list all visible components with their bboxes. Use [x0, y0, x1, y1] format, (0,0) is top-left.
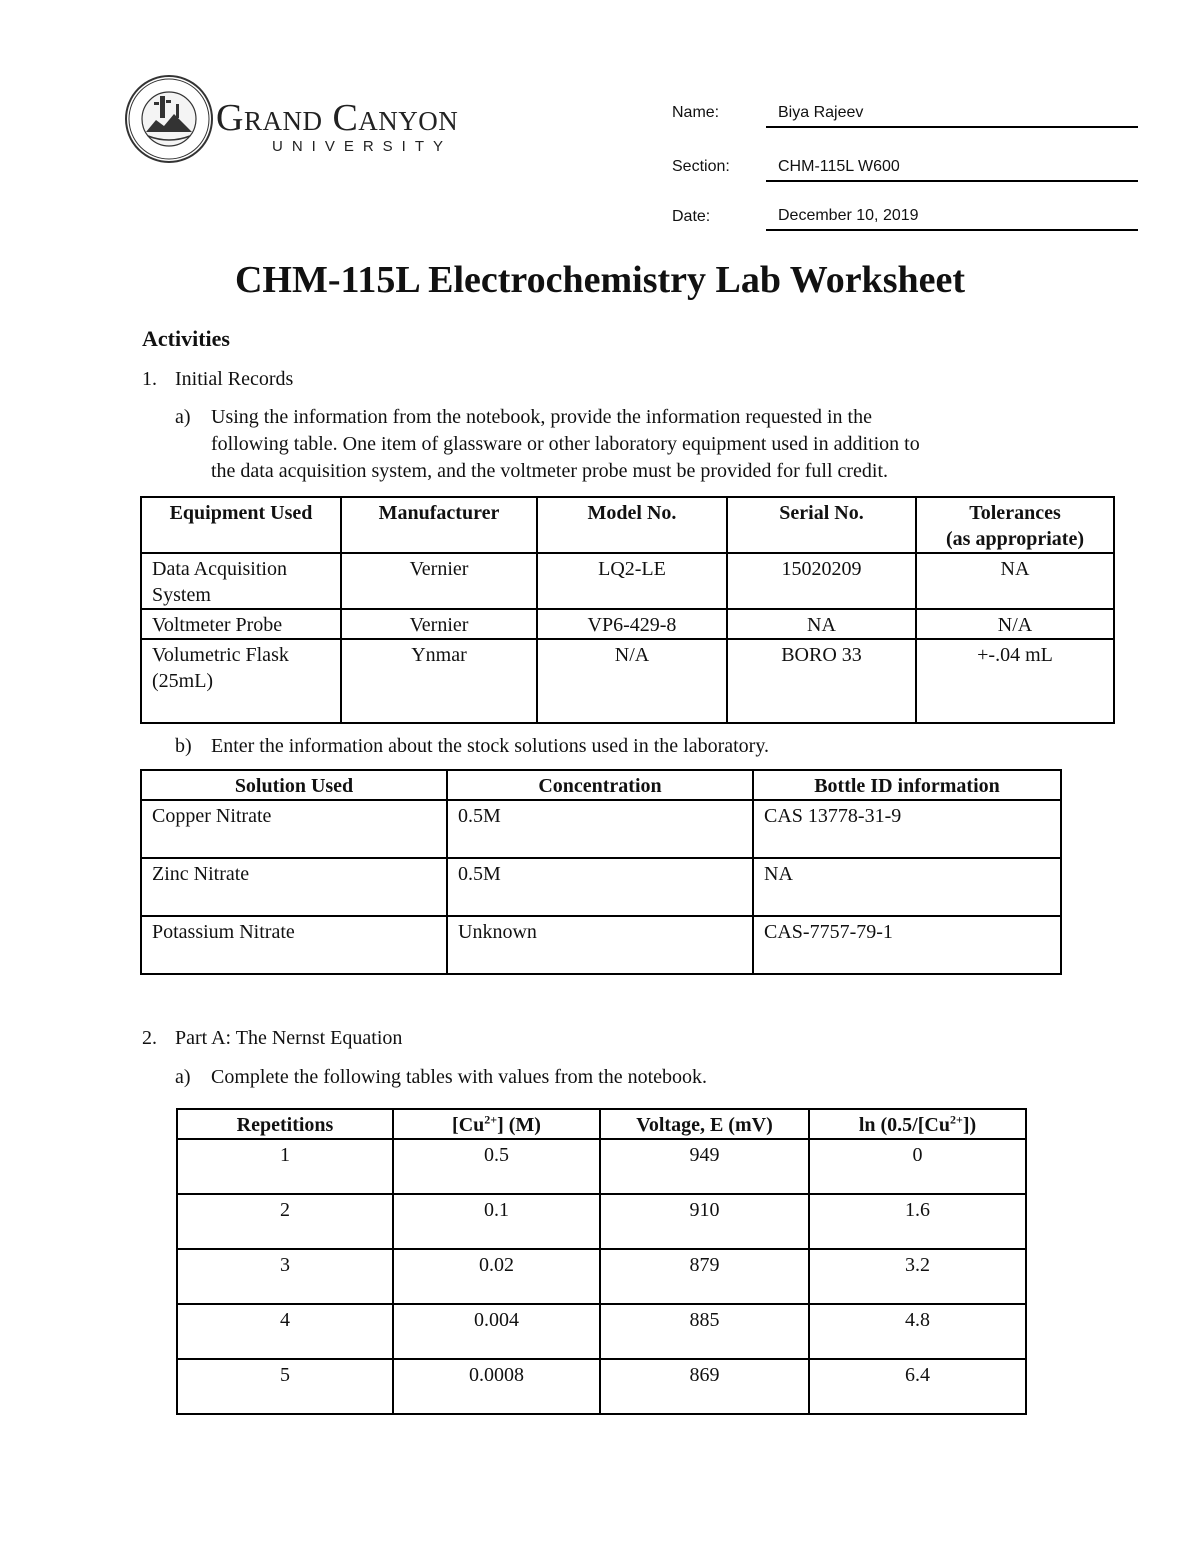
table-row — [141, 916, 1061, 974]
header-cu-concentration: $[Cu^{2+}]$ (M) — [393, 1109, 600, 1139]
header-voltage: Voltage, E (mV) — [600, 1109, 809, 1139]
table-cell: 879 — [600, 1249, 809, 1304]
table-cell: 1.6 — [809, 1194, 1026, 1249]
table-cell: Vernier — [341, 553, 537, 609]
table-cell: 885 — [600, 1304, 809, 1359]
logo-subtitle: UNIVERSITY — [272, 138, 453, 155]
header-tolerances: Tolerances (as appropriate) — [916, 497, 1114, 553]
item-1-label: Initial Records — [175, 368, 294, 390]
table-cell: 910 — [600, 1194, 809, 1249]
table-row — [177, 1304, 1026, 1359]
table-header-row — [177, 1109, 1026, 1139]
header-ln-ratio: $\ln (0.5/[Cu^{2+}])$ — [809, 1109, 1026, 1139]
table-cell: 4.8 — [809, 1304, 1026, 1359]
table-cell: 869 — [600, 1359, 809, 1414]
table-cell: Ynmar — [341, 639, 537, 723]
logo-wordmark: Grand Canyon — [216, 97, 459, 139]
table-cell: 0.1 — [393, 1194, 600, 1249]
table-cell: NA — [916, 553, 1114, 609]
table-header-row — [141, 497, 1114, 553]
item-1b-letter: b) — [175, 735, 192, 757]
table-cell: Volumetric Flask (25mL) — [141, 639, 341, 723]
table-cell: 0.02 — [393, 1249, 600, 1304]
name-field: Biya Rajeev — [766, 104, 1138, 128]
table-cell: NA — [727, 609, 916, 639]
equipment-table — [140, 496, 1115, 724]
table-cell: 3 — [177, 1249, 393, 1304]
table-cell: CAS 13778-31-9 — [753, 800, 1061, 858]
header-equipment: Equipment Used — [141, 497, 341, 553]
table-cell: LQ2-LE — [537, 553, 727, 609]
table-cell: 15020209 — [727, 553, 916, 609]
table-cell: 0 — [809, 1139, 1026, 1194]
table-cell: CAS-7757-79-1 — [753, 916, 1061, 974]
table-cell: 2 — [177, 1194, 393, 1249]
table-cell: Potassium Nitrate — [141, 916, 447, 974]
table-row — [141, 553, 1114, 609]
date-field: December 10, 2019 — [766, 207, 1138, 231]
header-repetitions: Repetitions — [177, 1109, 393, 1139]
solutions-table — [140, 769, 1062, 975]
item-2a-letter: a) — [175, 1066, 191, 1088]
table-cell: Data Acquisition System — [141, 553, 341, 609]
table-cell: 0.004 — [393, 1304, 600, 1359]
table-cell: N/A — [537, 639, 727, 723]
nernst-table — [176, 1108, 1027, 1415]
table-cell: Vernier — [341, 609, 537, 639]
table-cell: 1 — [177, 1139, 393, 1194]
table-header-row — [141, 770, 1061, 800]
item-1-number: 1. — [142, 368, 157, 390]
table-row — [177, 1139, 1026, 1194]
activities-heading: Activities — [142, 326, 230, 351]
item-1b-text: Enter the information about the stock solutions used in the laboratory. — [211, 735, 770, 757]
university-seal-logo — [124, 74, 214, 164]
table-row — [177, 1359, 1026, 1414]
table-cell: N/A — [916, 609, 1114, 639]
table-cell: 0.5M — [447, 800, 753, 858]
table-cell: 0.5 — [393, 1139, 600, 1194]
table-cell: 5 — [177, 1359, 393, 1414]
page-title: CHM-115L Electrochemistry Lab Worksheet — [234, 259, 966, 301]
table-row — [141, 800, 1061, 858]
header-manufacturer: Manufacturer — [341, 497, 537, 553]
date-label: Date: — [672, 208, 711, 225]
header-concentration: Concentration — [447, 770, 753, 800]
table-row — [141, 858, 1061, 916]
table-cell: Voltmeter Probe — [141, 609, 341, 639]
section-field: CHM-115L W600 — [766, 158, 1138, 182]
item-2-label: Part A: The Nernst Equation — [175, 1027, 403, 1049]
table-row — [141, 609, 1114, 639]
item-2a-text: Complete the following tables with values from the notebook. — [211, 1066, 708, 1088]
header-serial: Serial No. — [727, 497, 916, 553]
table-cell: Unknown — [447, 916, 753, 974]
section-label: Section: — [672, 158, 730, 175]
item-2-number: 2. — [142, 1027, 157, 1049]
table-cell: Zinc Nitrate — [141, 858, 447, 916]
name-label: Name: — [672, 104, 720, 121]
table-cell: 4 — [177, 1304, 393, 1359]
header-solution: Solution Used — [141, 770, 447, 800]
table-cell: VP6-429-8 — [537, 609, 727, 639]
table-cell: 0.0008 — [393, 1359, 600, 1414]
table-row — [141, 639, 1114, 723]
table-row — [177, 1249, 1026, 1304]
table-cell: +-.04 mL — [916, 639, 1114, 723]
table-cell: NA — [753, 858, 1061, 916]
table-cell: 0.5M — [447, 858, 753, 916]
header-model: Model No. — [537, 497, 727, 553]
table-cell: 3.2 — [809, 1249, 1026, 1304]
header-bottle-id: Bottle ID information — [753, 770, 1061, 800]
table-row — [177, 1194, 1026, 1249]
item-1a-text: Using the information from the notebook, provide the information requested in the following table. One item of glassware or other laboratory equipment used in addition to the data acquisition system, and the voltmeter probe must be provided for full credit. — [211, 406, 920, 482]
table-cell: Copper Nitrate — [141, 800, 447, 858]
table-cell: BORO 33 — [727, 639, 916, 723]
item-1a-letter: a) — [175, 406, 191, 428]
table-cell: 949 — [600, 1139, 809, 1194]
table-cell: 6.4 — [809, 1359, 1026, 1414]
